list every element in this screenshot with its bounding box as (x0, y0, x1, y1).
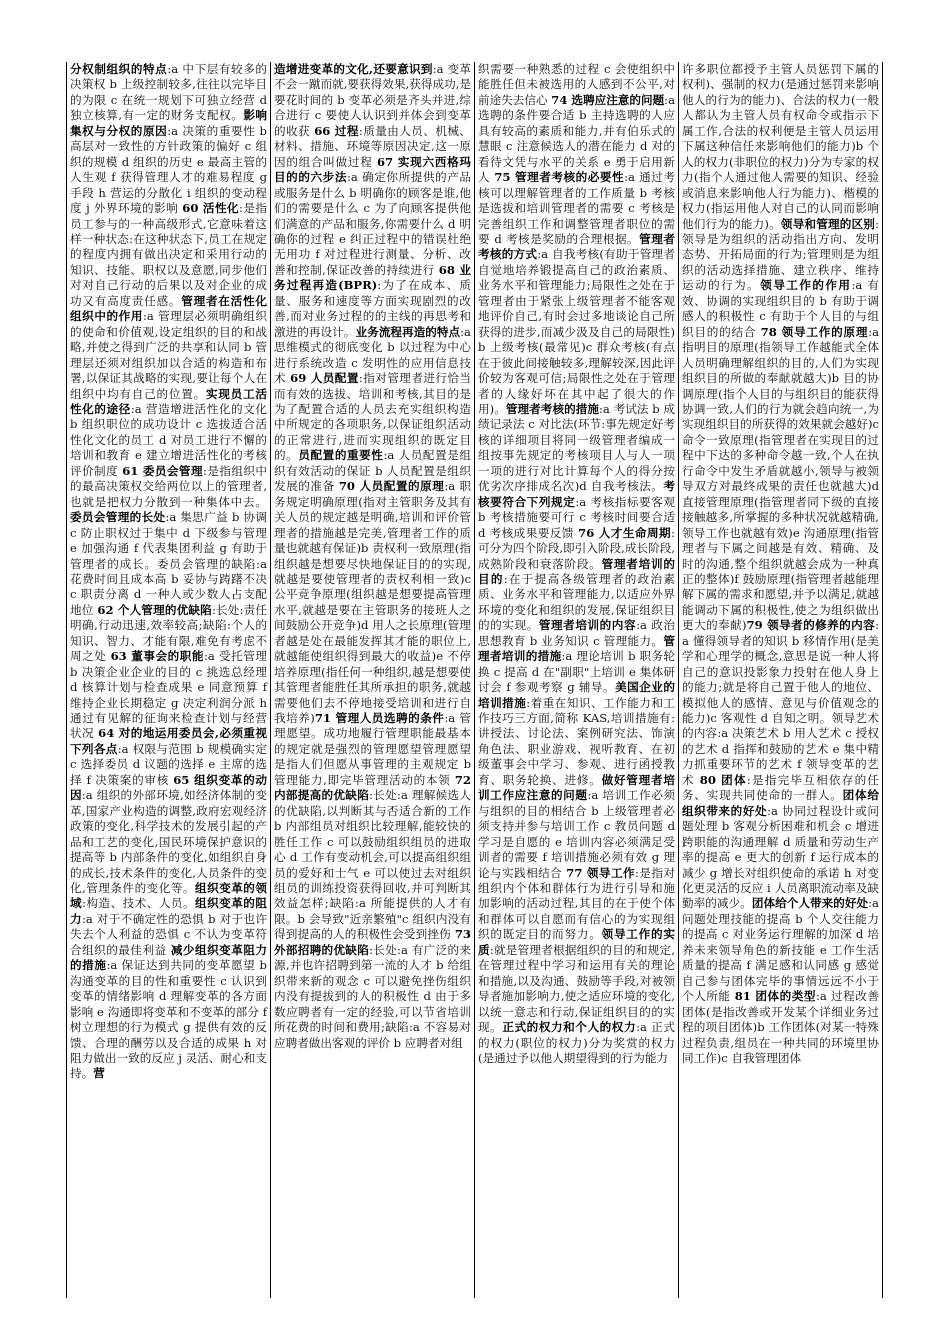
body-text: :a 考核指标要客观 b 考核措施要可行 c 考核时间要合适 d 考核成果要反馈 (478, 494, 675, 540)
body-text: :a 管理层必须明确组织的使命和价值观,设定组织的目的和战略,并使之得到广泛的共享和认同 b 管理层还须对组织加以合适的构造和布署,以保证其战略的实现,要让每个人在组织中均有自己的位置。 (70, 309, 267, 401)
section-heading: 营 (93, 1066, 105, 1081)
section-heading: 业务流程再造的特点 (355, 324, 461, 339)
section-heading: 67 实现六西格玛目的的六步法 (274, 154, 472, 185)
body-text: :长处:责任明确,行动迅速,效率较高;缺陷:个人的知识、智力、才能有限,难免有考虑不周之处 (70, 602, 268, 664)
body-text: :a 培训工作必须与组织的目的相结合 b 上级管理者必须支持并参与培训工作 c 教员问题 d 学习是自愿的 e 培训内容必须满足受训者的需要 f 培训措施必须有效 g 理论与实践相结合 (478, 788, 675, 880)
section-heading: 65 组织变革的动因 (70, 772, 267, 803)
body-text: :a 人员配置是组织有效活动的保证 b 人员配置是组织发展的准备 (274, 448, 471, 494)
section-heading: 考核要符合下列规定 (478, 479, 675, 509)
section-heading: 77 领导工作 (566, 865, 636, 880)
body-text: :a 问题处理技能的提高 b 个人交往能力的提高 c 对业务运行理解的加深 d 培养未来领导角色的新技能 e 工作生活质量的提高 f 满足感和认同感 g 感觉自己参与团体完毕的事情远远不小于个人所能 (682, 896, 879, 1004)
section-heading: 美国企业的培训措施 (478, 680, 675, 710)
section-heading: 75 管理者考核的必要性 (494, 170, 625, 185)
section-heading: 63 董事会的职能 (110, 649, 205, 664)
body-text: :着重在知识、工作能力和工作技巧三方面,简称 KAS,培训措施有:讲授法、讨论法、案例研究法、饰演角色法、职业游戏、视听教育、在初级董事会中学习、参观、进行函授教育、职务轮换、进修。 (478, 695, 675, 787)
body-text: :a 选聘的条件要合适 b 主持选聘的人应具有较高的素质和能力,并有伯乐式的慧眼 c 注意候选人的潜在能力 d 对的看待文凭与水平的关系 e 勇于启用新人 (478, 92, 675, 185)
body-text: :a 政治思想教育 b 业务知识 c 管理能力。 (478, 618, 675, 648)
body-text: :是指组织中的最高决策权交给两位以上的管理者,也就是把权力分散到一种集体中去。 (70, 463, 268, 509)
body-text: :领导是为组织的活动指出方向、发明态势、开拓局面的行为;管理则是为组织的活动选择措施、建立秩序、维持运动的行为。 (682, 216, 879, 293)
body-text: :就是管理者根据组织的目的和规定,在管理过程中学习和运用有关的理论和措施,以及沟通、鼓励等手段,对被领导者施加影响力,使之适应环境的变化,以统一意志和行动,保证组织目的的实现。 (478, 942, 675, 1035)
section-heading: 80 团体 (699, 772, 747, 787)
body-text: :a 自我考核(有助于管理者自觉地培养锻提高自己的政治素质、业务水平和管理能力;局限性之处在于管理者由于紧张上级管理者不能客观地评价自己,有时会过多地谈论自己所获得的进步,而减少汲及自己的局限性)b 上级考核(最常见)c 群众考核(有点在于彼此间接触较多,理解较深,因此评价较为客观可信;局限性之处在于管理者的人缘好坏在其中起了很大的作用)。 (478, 247, 675, 416)
section-heading: 76 人才生命周期 (578, 525, 672, 540)
section-heading: 团体给组织带来的好处 (682, 788, 879, 818)
section-heading: 组织变革的领域 (70, 881, 267, 911)
body-text: :是指员工参与的一种高级形式,它意味着这样一种状态:在这种状态下,员工在规定的程度内拥有做出决定和采用行动的知识、技能、职权以及意愿,同步他们对对自己行动的后果以及对企业的成功又有高度责任感。 (70, 201, 268, 308)
body-text: :a 通过考核可以理解管理者的工作质量 b 考核是选拔和培训管理者的需要 c 考核是完善组织工作和调整管理者职位的需要 d 考核是奖励的合理根据。 (478, 170, 676, 246)
body-text: :a 有效、协调的实现组织目的 b 有助于调感人的积极性 c 有助于个人目的与组织目的的结合 (682, 278, 879, 339)
section-heading: 管理者培训的目的 (478, 556, 675, 586)
body-text: :a 协同过程设计或问题处理 b 客观分析困难和机会 c 增进跨职能的沟通理解 d 质量和劳动生产率的提高 e 更大的创新 f 运行成本的减少 g 增长对组织使命的承诺 h 对变化更灵活的反应 i 人员离职流动率及缺勤率的减少。 (682, 803, 879, 911)
section-heading: 管理者培训的内容 (538, 618, 637, 633)
body-text: :a 思维模式的彻底变化 b 以过程为中心进行系统改造 c 发明性的应用信息技术 (274, 324, 471, 386)
section-heading: 实现员工活性化的途径 (70, 386, 267, 416)
body-text: :为了在成本、质量、服务和速度等方面实现剧烈的改善,而对业务过程的的主线的再思考和激进的再设计。 (274, 278, 471, 339)
section-heading: 74 选聘应注意的问题 (551, 92, 665, 107)
section-heading: 81 团体的类型 (734, 989, 817, 1004)
text-column-2 (270, 62, 475, 1298)
section-heading: 64 对的地运用委员会,必须重视下列各点 (70, 726, 267, 756)
body-text: :a 组织的外部环境,如经济体制的变革,国家产业构造的调整,政府宏观经济政策的变化,科学技术的发展引起的产品和工艺的变化,国民环境保护意识的提高等 b 内部条件的变化,如组织自身的成长,技术条件的变化,人员条件的变化,管理条件的变化等。 (70, 788, 267, 896)
section-heading: 68 业务过程再造(BPR) (274, 262, 472, 293)
section-heading: 分权制组织的特点 (70, 62, 168, 76)
section-heading: 团体给个人带来的好处 (751, 896, 869, 911)
body-text: 织需要一种熟悉的过程 c 会使组织中能胜任但未被选用的人感到不公平,对前途失去信心 (478, 62, 675, 107)
body-text: :a 决策的重要性 b 高层对一致性的方针政策的偏好 c 组织的规模 d 组织的历史 e 最高主管的人生观 f 获得管理人才的难易程度 g 手段 h 营运的分散化 i 组织的变动程度 j 外界环境的影响 (70, 123, 267, 216)
section-heading: 72 内部提高的优缺陷 (274, 772, 471, 803)
section-heading: 领导工作的作用 (760, 278, 852, 293)
section-heading: 管理者在活性化组织中的作用 (70, 293, 267, 324)
body-text: :是指对组织内个体和群体行为进行引导和施加影响的活动过程,其目的在于使个体和群体可以自愿而有信心的为实现组织的既定目的而努力。 (478, 865, 675, 942)
body-text: :a 受托管理 b 决策企业企业的目的 c 挑选总经理 d 核算计划与检查成果 e 同意预算 f 维持企业长期稳定 g 决定利润分派 h 通过有见解的征询来检查计划与经营状况 (70, 649, 268, 741)
body-text: :a 确定你所提供的产品或服务是什么 b 明确你的顾客是谁,他们的需要是什么 c 为了向顾客提供他们满意的产品和服务,你需要什么 d 明确你的过程 e 纠正过程中的错误杜绝无用功 f 对过程进行测量、分析、改善和控制,保证改善的持续进行 (274, 170, 471, 277)
body-text: :a 中下层有较多的决策权 b 上级控制较多,往往以完毕目的为限 c 在统一规划下可独立经营 d 独立核算,有一定的财务支配权。 (70, 62, 267, 123)
body-text: :是指完毕互相依存的任务、实现共同使命的一群人。 (682, 772, 879, 803)
body-text: :构造、技术、人员。 (82, 896, 196, 911)
section-heading: 领导和管理的区别 (780, 216, 876, 231)
body-text: :a 变革不会一蹴而就,要获得效果,获得成功,是要花时间的 b 变革必须是齐头并进,综合进行 c 要使人认识到并体会到变革的收获 (274, 62, 471, 138)
body-text: :a 职务规定明确原理(指对主管职务及其有关人员的规定越是明确,培训和评价管理者的措施越是完美,管理者工作的质量也就越有保证)b 责权利一致原理(指组织越是想要尽快地保证目的的实现,就越是要使管理者的责权利相一致)c 公平竞争原理(组织越是想要提高管理水平,就越是要在主管职务的接班人之间鼓励公开竞争)d 用人之长原理(管理者越是处在最能发挥其才能的职位上,就越能使组织得到最大的收益)e 不停培养原理(指任何一种组织,越是想要使其管理者能胜任其所承担的职务,就越需要他们去不停地接受培训和进行自我培养) (274, 479, 471, 726)
section-heading: 60 活性化 (182, 201, 240, 216)
body-text: :a 保证达到共同的变革愿望 b 沟通变革的目的性和重要性 c 认识到变革的情绪影响 d 理解变革的各方面影响 e 沟通即将变革和不变革的部分 f 树立理想的行为模式 g 提供有效的反馈、合理的酬劳以及合适的成果 h 对阻力做出一致的反应 j 灵活、耐心和支持。 (70, 958, 267, 1081)
section-heading: 管理者培训的措施 (478, 633, 675, 664)
section-heading: 62 个人管理的优缺陷 (97, 602, 212, 617)
body-text: :a 对于不确定性的恐惧 b 对于也许失去个人利益的恐惧 c 不认为变革符合组织的最佳利益 (70, 911, 267, 957)
body-text: :a 过程改善团体(是指改善或开发某个详细业务过程的项目团体)b 工作团体(对某一特殊过程负责,组员在一种共同的环境里协同工作)c 自我管理团体 (682, 989, 880, 1065)
section-heading: 70 人员配置的原理 (338, 479, 445, 494)
section-heading: 管理者考核的方式 (478, 231, 675, 262)
section-heading: 委员会管理的长处 (70, 510, 166, 525)
body-text: :长处:a 理解候选人的优缺陷,以判断其与否适合新的工作 b 内部组员对组织比较理解,能较快的胜任工作 c 可以鼓励组织组员的进取心 d 工作有变动机会,可以提高组织组员的爱好和士气 e 可以使过去对组织组员的训练投资获得回收,并可判断其效益怎样;缺陷:a 所能提供的人才有限。b 会导致"近亲繁殖"c 组织内没有得到提高的人的积极性会受到挫伤 (274, 788, 471, 942)
body-text: :a 权限与范围 b 规模确实定 c 选择委员 d 议题的选择 e 主席的选择 f 决策案的审核 (70, 741, 267, 787)
body-text: :a 理论培训 b 职务轮换 c 提高 d 在"副职"上培训 e 集体研讨会 f 参观考察 g 辅导。 (478, 649, 675, 695)
body-text: :a 指明目的原理(指领导工作越能式全体人员明确理解组织的目的,人们为实现组织目的所做的奉献就越大)b 目的协调原理(指个人目的与组织目的能获得协调一致,人们的行为就会趋向统一,为实现组织目的所获得的效果就会越好)c 命令一致原理(指管理者在实现目的过程中下达的多种命令越一致,个人在执行命令中发生矛盾就越小,领导与被领导双方对最终成果的责任也就越大)d 直接管理原理(指管理者同下级的直接接触越多,所掌握的多种状况就越精确,领导工作也就越有效)e 沟通原理(指管理者与下属之间越是有效、精确、及时的沟通,整个组织就越会成为一种真正的整体)f 鼓励原理(指管理者越能理解下属的需求和愿望,并予以满足,就越能调动下属的积极性,使之为组织做出更大的奉献) (682, 324, 880, 633)
body-text: :a 正式的权力(职位的权力)分为奖赏的权力(是通过予以他人期望得到的行为能力 (478, 1020, 675, 1065)
section-heading: 71 管理人员选聘的条件 (314, 711, 445, 726)
body-text: :可分为四个阶段,即引入阶段,成长阶段,成熟阶段和衰落阶段。 (478, 525, 676, 571)
body-text: :质量由人员、机械、材料、措施、环境等原因决定,这一原因的组合叫做过程 (274, 123, 471, 169)
body-text: :a 管理愿望。成功地履行管理职能最基本的规定就是强烈的管理愿望管理愿望是指人们但愿从事管理的主观规定 b 管理能力,即完毕管理活动的本领 (274, 711, 471, 787)
section-heading: 领导工作的实质 (478, 927, 675, 957)
text-column-1 (66, 62, 271, 1298)
body-text: :a 懂得领导者的知识 b 移情作用(是美学和心理学的概念,意思是说一种人将自己的意识投影象力投射在他人身上的能力;就是将自己置于他人的地位、模拟他人的感情、意见与价值观念的能力)c 客观性 d 自知之明。领导艺术的内容:a 决策艺术 b 用人艺术 c 授权的艺术 d 指挥和鼓励的艺术 e 集中精力抓重要环节的艺术 f 领导变革的艺术 (682, 618, 880, 787)
section-heading: 79 领导者的修养的内容 (746, 618, 876, 633)
body-text: :长处:a 有广泛的来源,并也许招聘到第一流的人才 b 给组织带来新的观念 c 可以避免挫伤组织内没有提拔到的人的积极性 d 由于多数应聘者有一定的经验,可以节省培训所花费的时间和费用;缺陷:a 不容易对应聘者做出客观的评价 b 应聘者对组 (274, 942, 471, 1050)
section-heading: 管理者考核的措施 (505, 401, 600, 416)
section-heading: 66 过程 (314, 123, 359, 138)
section-heading: 78 领导工作的原理 (760, 324, 869, 339)
section-heading: 69 人员配置 (290, 371, 359, 386)
body-text: :a 考试法 b 成绩记录法 c 对比法(环节:事先规定好考核的详细项目将同一级管理者编成一组按事先规定的考核项目人与人一项一项的进行对比计算每个人的得分按优劣次序排成名次)d 自我考核法。 (478, 401, 676, 494)
document-page (66, 62, 886, 1298)
section-heading: 造增进变革的文化,还要意识到 (274, 62, 433, 76)
section-heading: 73 外部招聘的优缺陷 (274, 927, 471, 957)
body-text: :指对管理者进行恰当而有效的选拔、培训和考核,其目的是为了配置合适的人员去充实组织构造中所规定的各项职务,以保证组织活动的正常进行,进而实现组织的既定目的。 (274, 371, 472, 463)
text-column-4 (678, 62, 883, 1298)
section-heading: 员配置的重要性 (298, 448, 384, 463)
body-text: :a 营造增进活性化的文化 b 组织职位的成功设计 c 选拔适合活性化文化的员工 d 对员工进行不懈的培训和教育 e 建立增进活性化的考核评价制度 (70, 401, 267, 478)
section-heading: 组织变革的阻力 (70, 896, 267, 926)
body-text: 许多职位都授予主管人员惩罚下属的权利)、强制的权力(是通过惩罚来影响他人的行为的能力)、合法的权力(一般人都认为主管人员有权命令或指示下属工作,合法的权利便是主管人员运用下属这种信任来影响他们的能力)b 个人的权力(非职位的权力)分为专家的权力(指个人通过他人需要的知识、经验或消息来影响他人行为能力)、楷模的权力(指运用他人对自己的认同而影响他们行为的能力)。 (682, 62, 879, 231)
text-column-3 (474, 62, 679, 1298)
section-heading: 减少组织变革阻力的措施 (70, 942, 267, 973)
body-text: :a 集思广益 b 协调 c 防止职权过于集中 d 下级参与管理 e 加强沟通 f 代表集团利益 g 有助于管理者的成长。委员会管理的缺陷:a 花费时间且成本高 b 妥协与踌躇不决 c 职责分离 d 一种人或少数人占支配地位 (70, 510, 267, 617)
section-heading: 正式的权力和个人的权力 (502, 1020, 637, 1035)
section-heading: 影响集权与分权的原因 (70, 108, 267, 138)
section-heading: 61 委员会管理 (122, 463, 203, 478)
body-text: :在于提高各级管理者的政治素质、业务水平和管理能力,以适应外界环境的变化和组织的发展,保证组织目的的实现。 (478, 571, 675, 633)
section-heading: 做好管理者培训工作应注意的问题 (478, 772, 675, 803)
